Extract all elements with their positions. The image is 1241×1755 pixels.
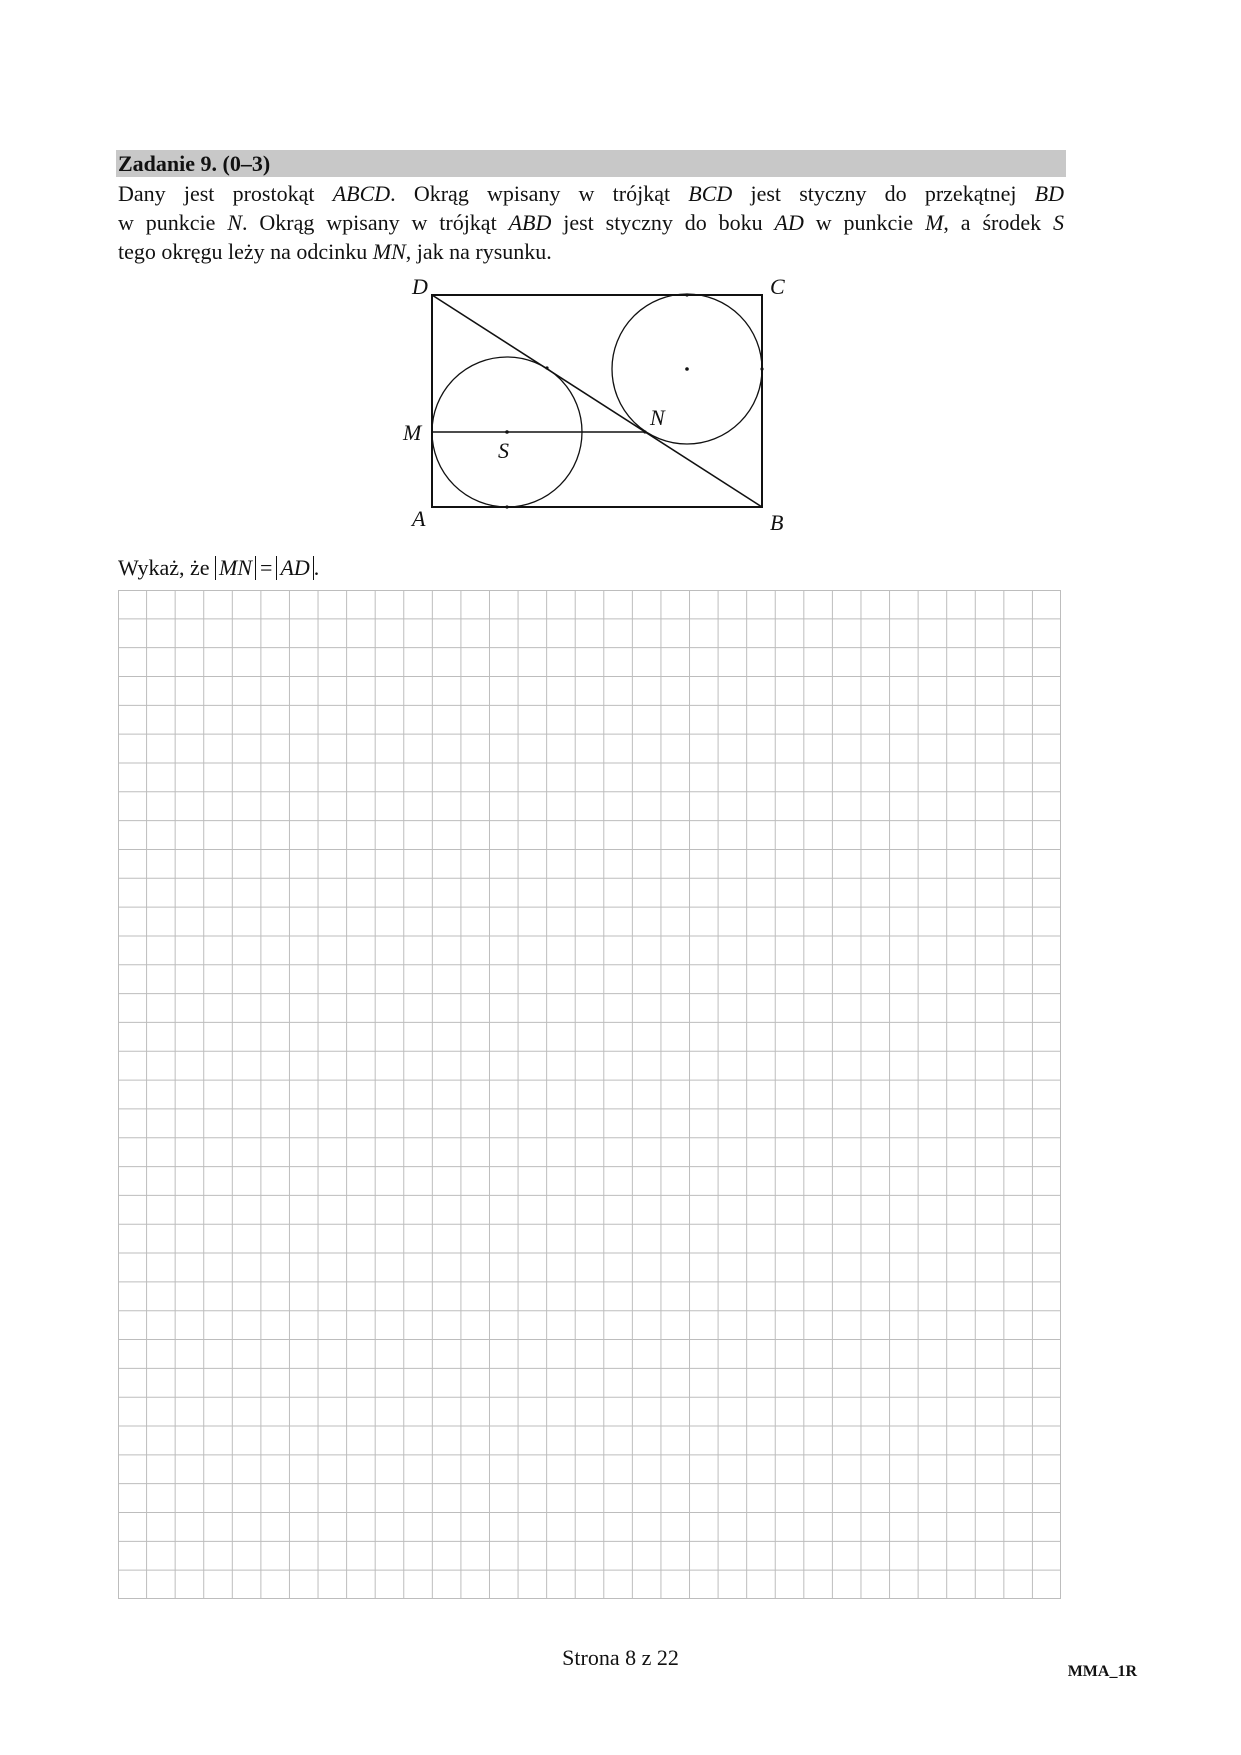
label-m: M	[403, 420, 422, 445]
statement-text: . Okrąg wpisany w trójkąt	[390, 181, 689, 206]
tangent-point-top	[685, 293, 688, 296]
label-n: N	[650, 405, 665, 430]
statement-text: . Okrąg wpisany w trójkąt	[242, 210, 509, 235]
prove-eq: =	[260, 555, 273, 580]
statement-text: Dany jest prostokąt	[118, 181, 333, 206]
statement-line-2	[118, 208, 1064, 237]
answer-grid[interactable]	[118, 590, 1061, 1599]
grid-lines	[118, 590, 1061, 1599]
statement-math: N	[227, 210, 242, 235]
task-statement	[118, 179, 1064, 266]
label-s: S	[498, 438, 509, 463]
statement-text: , a środek	[943, 210, 1053, 235]
tangent-point-bottom	[505, 505, 508, 508]
document-code: MMA_1R	[1067, 1663, 1137, 1680]
statement-math: ABD	[508, 210, 552, 235]
tangent-point-n	[643, 430, 646, 433]
statement-text: jest styczny do przekątnej	[732, 181, 1035, 206]
statement-math: BD	[1034, 181, 1064, 206]
figure-svg	[395, 270, 815, 542]
label-c: C	[770, 274, 785, 299]
center-bcd-dot	[685, 367, 689, 371]
task-title: Zadanie 9. (0–3)	[118, 151, 271, 176]
statement-math: M	[925, 210, 944, 235]
statement-text: jest styczny do boku	[551, 210, 775, 235]
abs-ad: AD	[276, 556, 313, 580]
label-d: D	[412, 274, 428, 299]
page-number: Strona 8 z 22	[562, 1645, 679, 1670]
tangent-point-diag	[545, 366, 548, 369]
center-s-dot	[505, 430, 509, 434]
statement-text: w punkcie	[803, 210, 926, 235]
statement-text: tego okręgu leży na odcinku	[118, 239, 373, 264]
label-b: B	[770, 510, 784, 535]
statement-math: ABCD	[332, 181, 391, 206]
statement-math: BCD	[688, 181, 733, 206]
abs-mn: MN	[215, 556, 256, 580]
prove-suffix: .	[313, 555, 320, 580]
statement-math: S	[1053, 210, 1064, 235]
task-header	[116, 150, 1066, 177]
statement-math: MN	[372, 239, 406, 264]
prove-statement	[118, 553, 319, 583]
statement-text: , jak na rysunku.	[405, 239, 552, 264]
label-a: A	[412, 506, 426, 531]
diagonal-bd	[432, 295, 762, 507]
geometry-figure	[395, 270, 815, 542]
tangent-point-right	[760, 367, 763, 370]
statement-math: AD	[774, 210, 804, 235]
statement-text: w punkcie	[118, 210, 228, 235]
prove-prefix: Wykaż, że	[118, 555, 216, 580]
statement-line-1	[118, 179, 1064, 208]
statement-line-3	[118, 237, 1064, 266]
